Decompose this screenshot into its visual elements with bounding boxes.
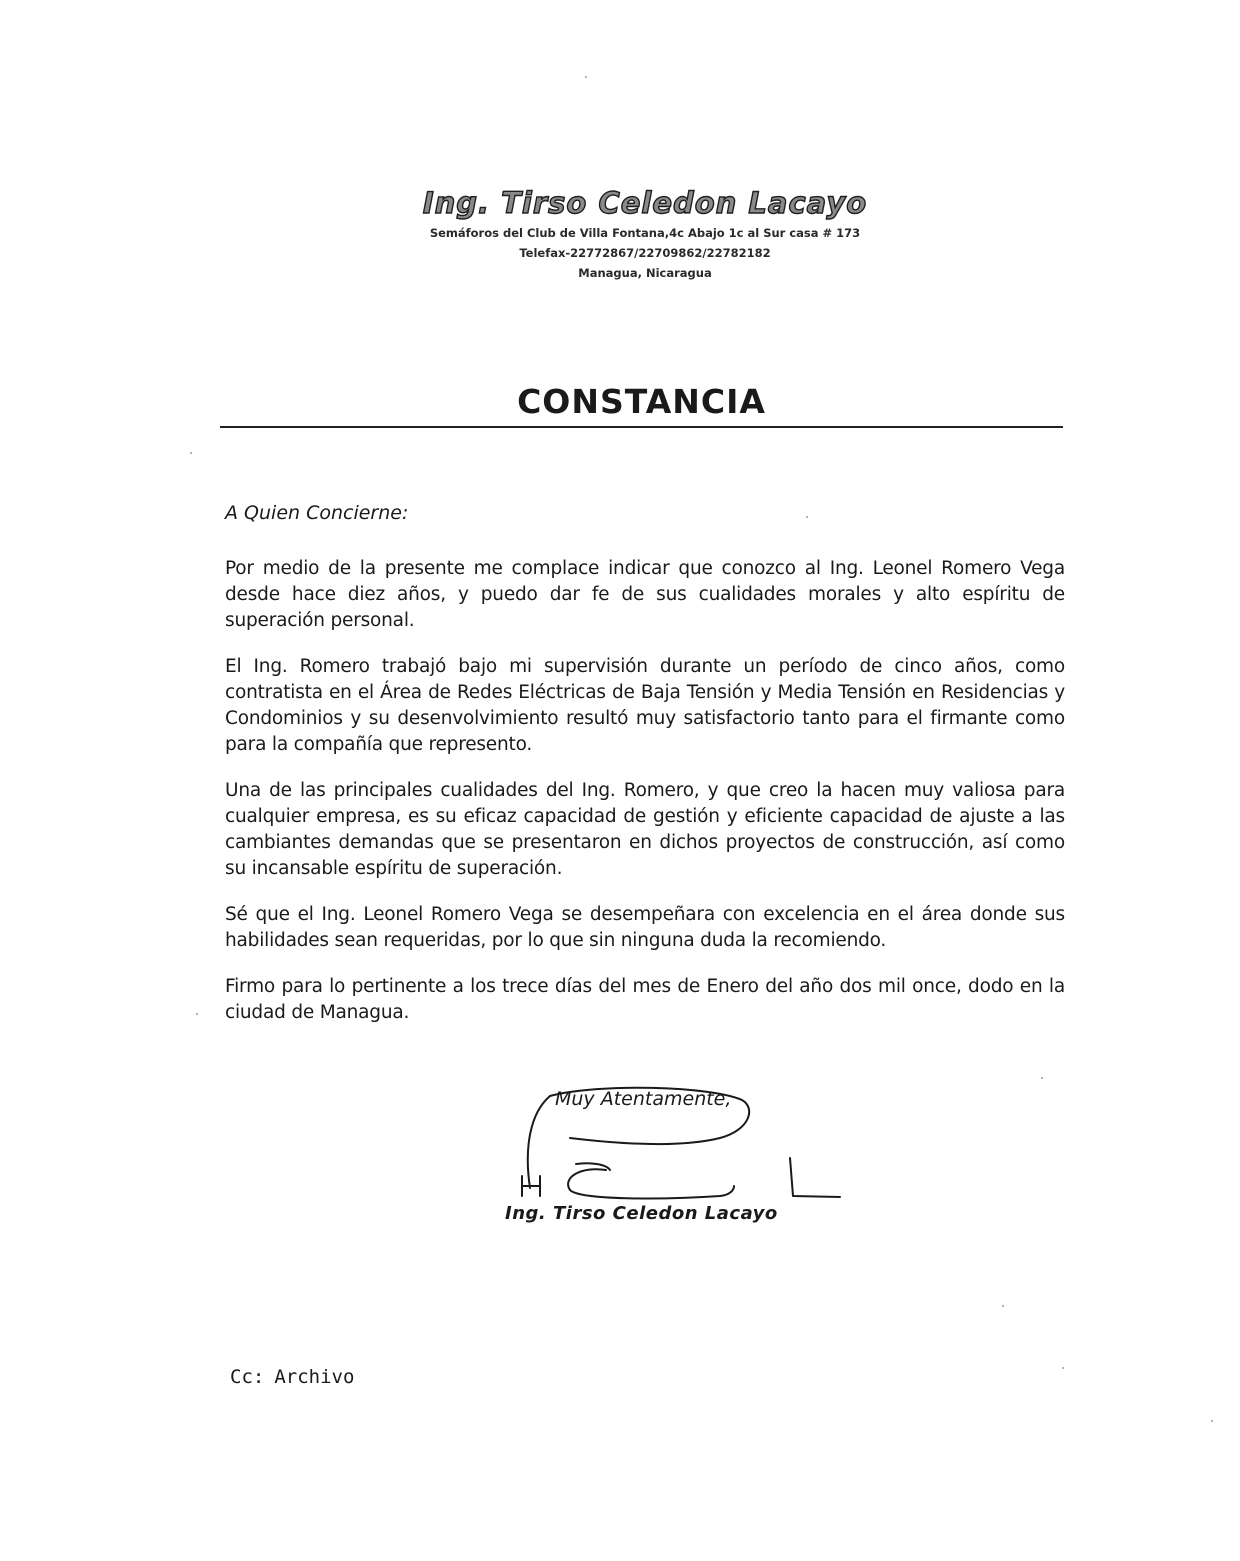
letterhead-city: Managua, Nicaragua [578, 266, 712, 280]
scan-speck [1002, 1305, 1004, 1307]
letterhead-address: Semáforos del Club de Villa Fontana,4c Abajo 1c al Sur casa # 173 [429, 226, 861, 240]
scan-speck [1211, 1420, 1213, 1422]
letter-body [225, 556, 1065, 1046]
body-paragraph: Sé que el Ing. Leonel Romero Vega se desempeñara con excelencia en el área donde sus habilidades sean requeridas, por lo que sin ninguna duda la recomiendo. [225, 904, 1065, 951]
scan-speck [196, 1013, 198, 1015]
body-paragraph: Firmo para lo pertinente a los trece días del mes de Enero del año dos mil once, dodo en la ciudad de Managua. [225, 976, 1065, 1023]
document-title: CONSTANCIA [517, 382, 766, 421]
scan-speck [806, 516, 808, 518]
body-paragraph: Por medio de la presente me complace indicar que conozco al Ing. Leonel Romero Vega desde hace diez años, y puedo dar fe de sus cualidades morales y alto espíritu de superación personal. [225, 558, 1065, 631]
title-underline [220, 426, 1063, 428]
letterhead-phone: Telefax-22772867/22709862/22782182 [519, 246, 771, 260]
letterhead-name: Ing. Tirso Celedon Lacayo [422, 186, 868, 220]
closing-phrase: Muy Atentamente, [555, 1088, 732, 1110]
cc-value: Archivo [274, 1366, 355, 1388]
signer-name: Ing. Tirso Celedon Lacayo [505, 1203, 778, 1224]
carbon-copy [230, 1366, 354, 1388]
scan-speck [1062, 1367, 1064, 1369]
body-paragraph: Una de las principales cualidades del Ing. Romero, y que creo la hacen muy valiosa para cualquier empresa, es su eficaz capacidad de gestión y eficiente capacidad de ajuste a las cambiantes demandas que se presentaron en dichos proyectos de construcción, así como su incansable espíritu de superación. [225, 780, 1065, 879]
scan-speck [190, 452, 192, 454]
salutation: A Quien Concierne: [225, 502, 409, 524]
scan-speck [585, 76, 587, 78]
letterhead [0, 183, 1240, 283]
cc-label: Cc: [230, 1366, 265, 1388]
body-paragraph: El Ing. Romero trabajó bajo mi supervisión durante un período de cinco años, como contratista en el Área de Redes Eléctricas de Baja Tensión y Media Tensión en Residencias y Condominios y su desenvolvimiento resultó muy satisfactorio tanto para el firmante como para la compañía que represento. [225, 656, 1065, 755]
scan-speck [1041, 1077, 1043, 1079]
